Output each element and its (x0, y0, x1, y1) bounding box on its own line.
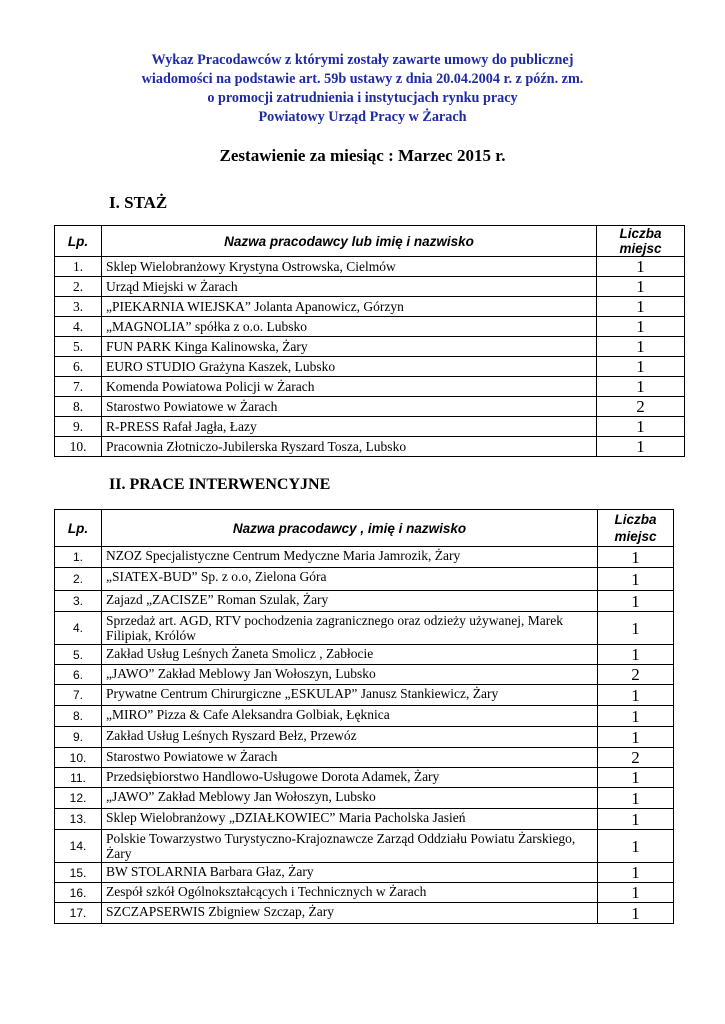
row-lp: 3. (55, 591, 102, 612)
row-count: 1 (597, 417, 685, 437)
row-name: Prywatne Centrum Chirurgiczne „ESKULAP” Janusz Stankiewicz, Żary (102, 685, 598, 706)
table-row (55, 337, 685, 357)
table-row (55, 645, 674, 665)
row-name: Komenda Powiatowa Policji w Żarach (102, 377, 597, 397)
column-header-count: Liczba miejsc (597, 226, 685, 257)
row-count: 1 (598, 706, 674, 727)
row-count: 1 (597, 277, 685, 297)
table-header-row (55, 226, 685, 257)
row-lp: 1. (55, 547, 102, 568)
header-line-3: o promocji zatrudnienia i instytucjach rynku pracy (207, 90, 518, 106)
internship-table (54, 225, 685, 457)
row-name: Urząd Miejski w Żarach (102, 277, 597, 297)
row-lp: 16. (55, 883, 102, 903)
row-lp: 11. (55, 768, 102, 788)
table-row (55, 568, 674, 591)
period-title: Zestawienie za miesiąc : Marzec 2015 r. (219, 146, 506, 165)
header-line-4: Powiatowy Urząd Pracy w Żarach (258, 109, 467, 125)
table-row (55, 685, 674, 706)
table-header-row (55, 510, 674, 547)
row-count: 1 (598, 830, 674, 863)
column-header-name: Nazwa pracodawcy lub imię i nazwisko (102, 226, 597, 257)
row-lp: 8. (55, 397, 102, 417)
header-line-2: wiadomości na podstawie art. 59b ustawy z dnia 20.04.2004 r. z późn. zm. (141, 71, 584, 87)
row-lp: 5. (55, 337, 102, 357)
table-row (55, 830, 674, 863)
row-lp: 13. (55, 809, 102, 830)
row-name: Zakład Usług Leśnych Żaneta Smolicz , Zabłocie (102, 645, 598, 665)
section-2-title: II. PRACE INTERWENCYJNE (109, 476, 331, 493)
column-header-lp: Lp. (55, 226, 102, 257)
table-row (55, 397, 685, 417)
row-count: 1 (598, 591, 674, 612)
row-name: NZOZ Specjalistyczne Centrum Medyczne Maria Jamrozik, Żary (102, 547, 598, 568)
intervention-works-table (54, 509, 674, 924)
row-name: „SIATEX-BUD” Sp. z o.o, Zielona Góra (102, 568, 598, 591)
row-name: BW STOLARNIA Barbara Głaz, Żary (102, 863, 598, 883)
table-row (55, 377, 685, 397)
row-count: 1 (598, 612, 674, 645)
row-lp: 17. (55, 903, 102, 924)
row-lp: 14. (55, 830, 102, 863)
table-row (55, 903, 674, 924)
table-row (55, 547, 674, 568)
row-name: „JAWO” Zakład Meblowy Jan Wołoszyn, Lubsko (102, 665, 598, 685)
section-1-title: I. STAŻ (109, 193, 168, 212)
row-count: 1 (598, 645, 674, 665)
row-count: 1 (598, 547, 674, 568)
table-row (55, 748, 674, 768)
row-count: 1 (597, 317, 685, 337)
table-row (55, 706, 674, 727)
table-row (55, 317, 685, 337)
row-count: 1 (597, 257, 685, 277)
table-row (55, 788, 674, 809)
row-name: „PIEKARNIA WIEJSKA” Jolanta Apanowicz, Górzyn (102, 297, 597, 317)
row-count: 1 (597, 297, 685, 317)
row-name: Sklep Wielobranżowy Krystyna Ostrowska, Cielmów (102, 257, 597, 277)
row-count: 2 (598, 665, 674, 685)
row-name: Starostwo Powiatowe w Żarach (102, 748, 598, 768)
row-lp: 4. (55, 317, 102, 337)
row-lp: 4. (55, 612, 102, 645)
row-count: 1 (597, 377, 685, 397)
row-count: 1 (598, 903, 674, 924)
row-lp: 9. (55, 417, 102, 437)
table-row (55, 357, 685, 377)
row-lp: 3. (55, 297, 102, 317)
table-row (55, 417, 685, 437)
table-row (55, 591, 674, 612)
row-lp: 6. (55, 665, 102, 685)
row-count: 1 (598, 568, 674, 591)
row-lp: 2. (55, 568, 102, 591)
row-lp: 15. (55, 863, 102, 883)
row-count: 1 (597, 337, 685, 357)
row-name: EURO STUDIO Grażyna Kaszek, Lubsko (102, 357, 597, 377)
row-count: 1 (597, 437, 685, 457)
table-row (55, 809, 674, 830)
table-row (55, 612, 674, 645)
row-name: Zakład Usług Leśnych Ryszard Bełz, Przewóz (102, 727, 598, 748)
table-row (55, 665, 674, 685)
table-row (55, 297, 685, 317)
row-name: Zespół szkół Ogólnokształcących i Technicznych w Żarach (102, 883, 598, 903)
row-count: 1 (598, 863, 674, 883)
row-lp: 9. (55, 727, 102, 748)
table-row (55, 257, 685, 277)
row-lp: 1. (55, 257, 102, 277)
column-header-name: Nazwa pracodawcy , imię i nazwisko (102, 510, 598, 547)
row-count: 2 (598, 748, 674, 768)
column-header-count: Liczba miejsc (598, 510, 674, 547)
row-lp: 6. (55, 357, 102, 377)
row-name: Starostwo Powiatowe w Żarach (102, 397, 597, 417)
row-count: 1 (598, 788, 674, 809)
table-row (55, 883, 674, 903)
row-lp: 12. (55, 788, 102, 809)
row-lp: 10. (55, 437, 102, 457)
row-lp: 7. (55, 685, 102, 706)
row-count: 1 (598, 883, 674, 903)
row-lp: 5. (55, 645, 102, 665)
row-name: Sklep Wielobranżowy „DZIAŁKOWIEC” Maria Pacholska Jasień (102, 809, 598, 830)
row-name: „MAGNOLIA” spółka z o.o. Lubsko (102, 317, 597, 337)
row-lp: 10. (55, 748, 102, 768)
table-row (55, 768, 674, 788)
row-count: 1 (598, 809, 674, 830)
row-name: Sprzedaż art. AGD, RTV pochodzenia zagranicznego oraz odzieży używanej, Marek Filipiak, Królów (102, 612, 598, 645)
row-name: „JAWO” Zakład Meblowy Jan Wołoszyn, Lubsko (102, 788, 598, 809)
row-name: FUN PARK Kinga Kalinowska, Żary (102, 337, 597, 357)
row-name: Polskie Towarzystwo Turystyczno-Krajoznawcze Zarząd Oddziału Powiatu Żarskiego, Żary (102, 830, 598, 863)
table-row (55, 437, 685, 457)
row-name: R-PRESS Rafał Jagła, Łazy (102, 417, 597, 437)
row-count: 1 (598, 727, 674, 748)
row-lp: 8. (55, 706, 102, 727)
column-header-lp: Lp. (55, 510, 102, 547)
header-line-1: Wykaz Pracodawców z którymi zostały zawarte umowy do publicznej (151, 52, 574, 68)
table-row (55, 277, 685, 297)
document-header (0, 51, 725, 127)
row-name: Pracownia Złotniczo-Jubilerska Ryszard Tosza, Lubsko (102, 437, 597, 457)
table-row (55, 727, 674, 748)
row-name: „MIRO” Pizza & Cafe Aleksandra Golbiak, Łęknica (102, 706, 598, 727)
row-name: SZCZAPSERWIS Zbigniew Szczap, Żary (102, 903, 598, 924)
row-name: Zajazd „ZACISZE” Roman Szulak, Żary (102, 591, 598, 612)
row-count: 1 (598, 685, 674, 706)
row-count: 1 (598, 768, 674, 788)
row-count: 2 (597, 397, 685, 417)
row-lp: 2. (55, 277, 102, 297)
row-name: Przedsiębiorstwo Handlowo-Usługowe Dorota Adamek, Żary (102, 768, 598, 788)
table-row (55, 863, 674, 883)
row-lp: 7. (55, 377, 102, 397)
row-count: 1 (597, 357, 685, 377)
